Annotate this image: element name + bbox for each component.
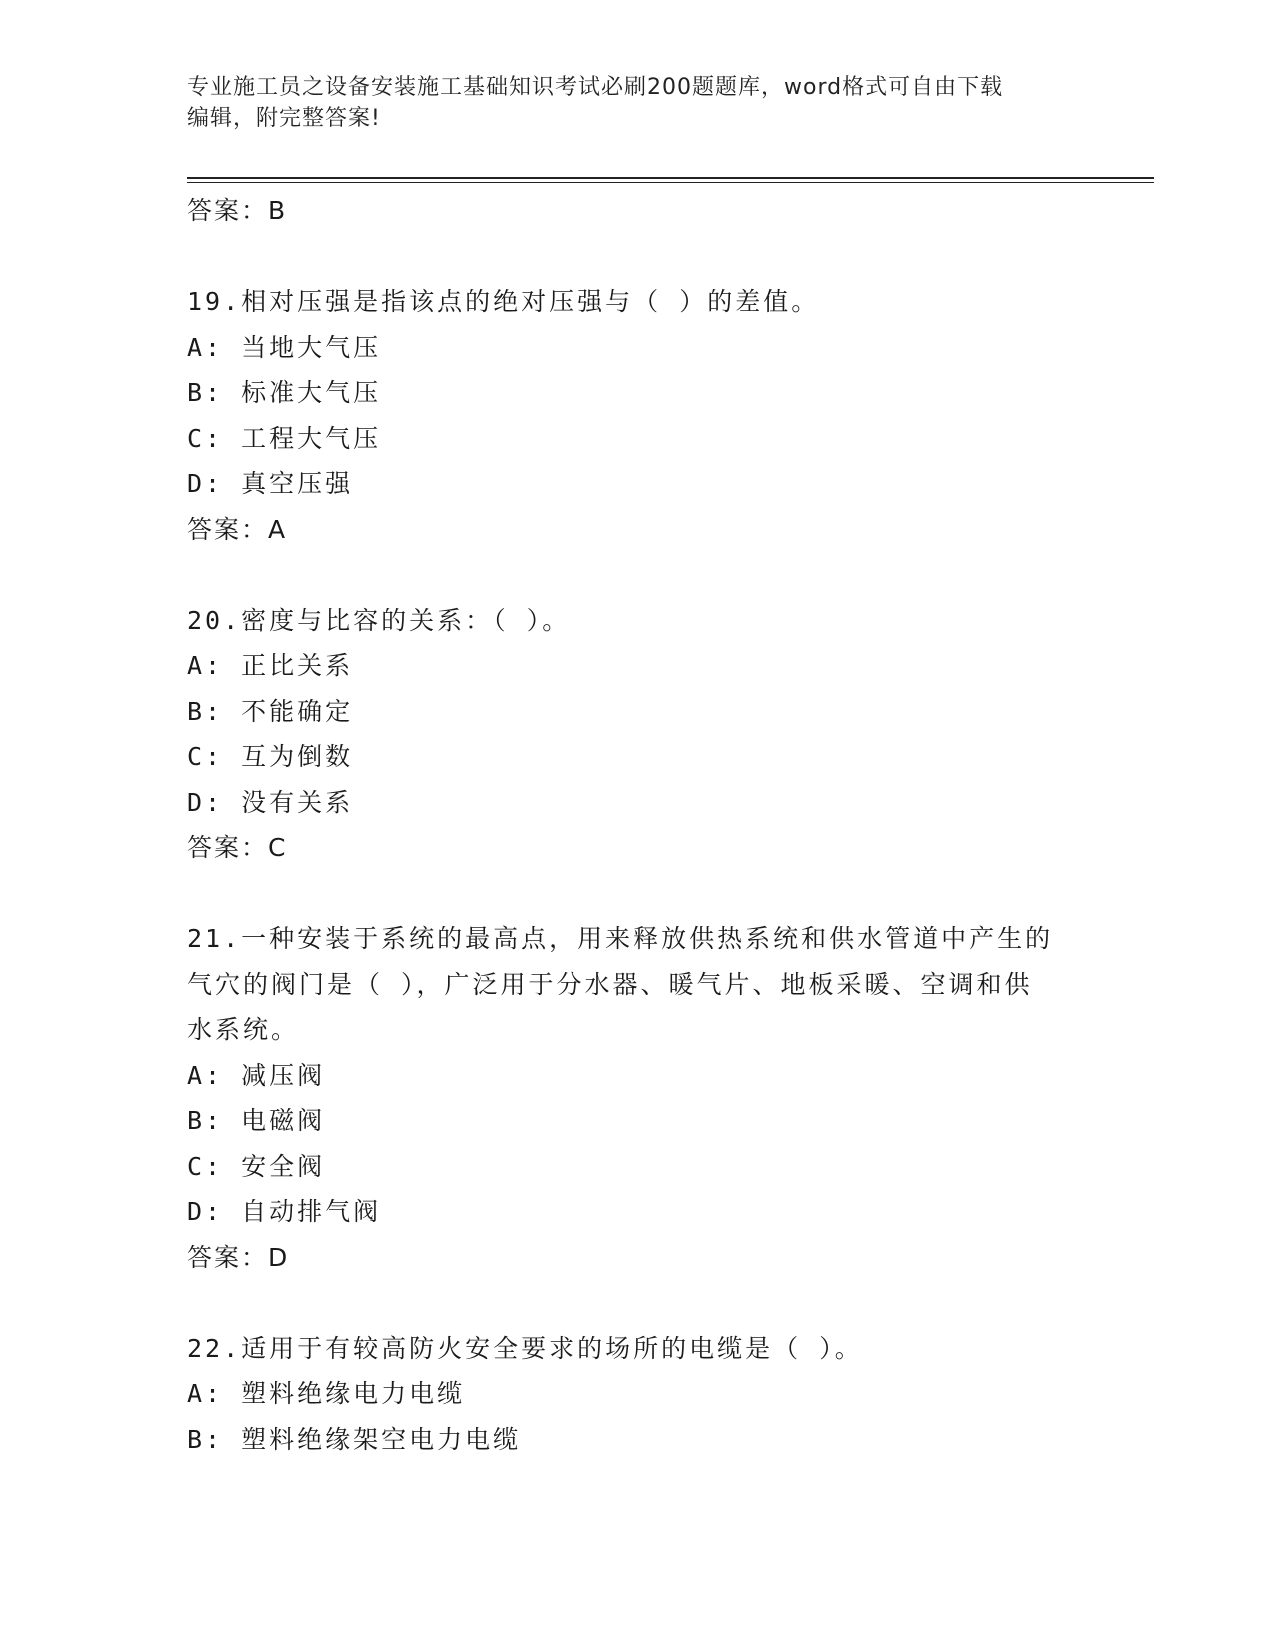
header-line-1: 专业施工员之设备安装施工基础知识考试必刷200题题库，word格式可自由下载 — [187, 75, 1004, 100]
question-21 — [187, 916, 1087, 1280]
question-text: 22.适用于有较高防火安全要求的场所的电缆是（ ）。 — [187, 1333, 863, 1363]
option-a: A: 正比关系 — [187, 651, 354, 680]
header-line-2: 编辑，附完整答案! — [187, 106, 381, 131]
question-text-line-3: 水系统。 — [187, 1015, 300, 1044]
option-b: B: 电磁阀 — [187, 1106, 326, 1135]
question-text: 19.相对压强是指该点的绝对压强与（ ）的差值。 — [187, 287, 820, 316]
option-d: D: 自动排气阀 — [187, 1197, 382, 1226]
answer-previous: 答案：B — [187, 196, 288, 225]
option-b: B: 塑料绝缘架空电力电缆 — [187, 1424, 522, 1454]
option-a: A: 当地大气压 — [187, 332, 382, 362]
question-22 — [187, 1326, 1087, 1463]
header-divider-thick — [187, 177, 1154, 179]
question-text-line-1: 21.一种安装于系统的最高点，用来释放供热系统和供水管道中产生的 — [187, 924, 1054, 953]
answer: 答案：D — [187, 1242, 290, 1272]
header-divider-thin — [187, 182, 1154, 183]
option-d: D: 真空压强 — [187, 469, 354, 498]
option-c: C: 互为倒数 — [187, 742, 354, 771]
option-d: D: 没有关系 — [187, 787, 354, 817]
option-b: B: 不能确定 — [187, 696, 354, 726]
answer: 答案：C — [187, 833, 288, 862]
document-header — [187, 72, 1087, 134]
option-a: A: 减压阀 — [187, 1060, 326, 1090]
option-a: A: 塑料绝缘电力电缆 — [187, 1379, 466, 1408]
question-20 — [187, 598, 1087, 871]
option-c: C: 工程大气压 — [187, 423, 382, 453]
question-list — [187, 188, 1087, 1462]
question-text-line-2: 气穴的阀门是（ ），广泛用于分水器、暖气片、地板采暖、空调和供 — [187, 969, 1033, 999]
question-text: 20.密度与比容的关系：（ ）。 — [187, 605, 571, 635]
answer: 答案：A — [187, 514, 288, 544]
option-b: B: 标准大气压 — [187, 378, 382, 407]
question-19 — [187, 279, 1087, 552]
option-c: C: 安全阀 — [187, 1151, 326, 1181]
